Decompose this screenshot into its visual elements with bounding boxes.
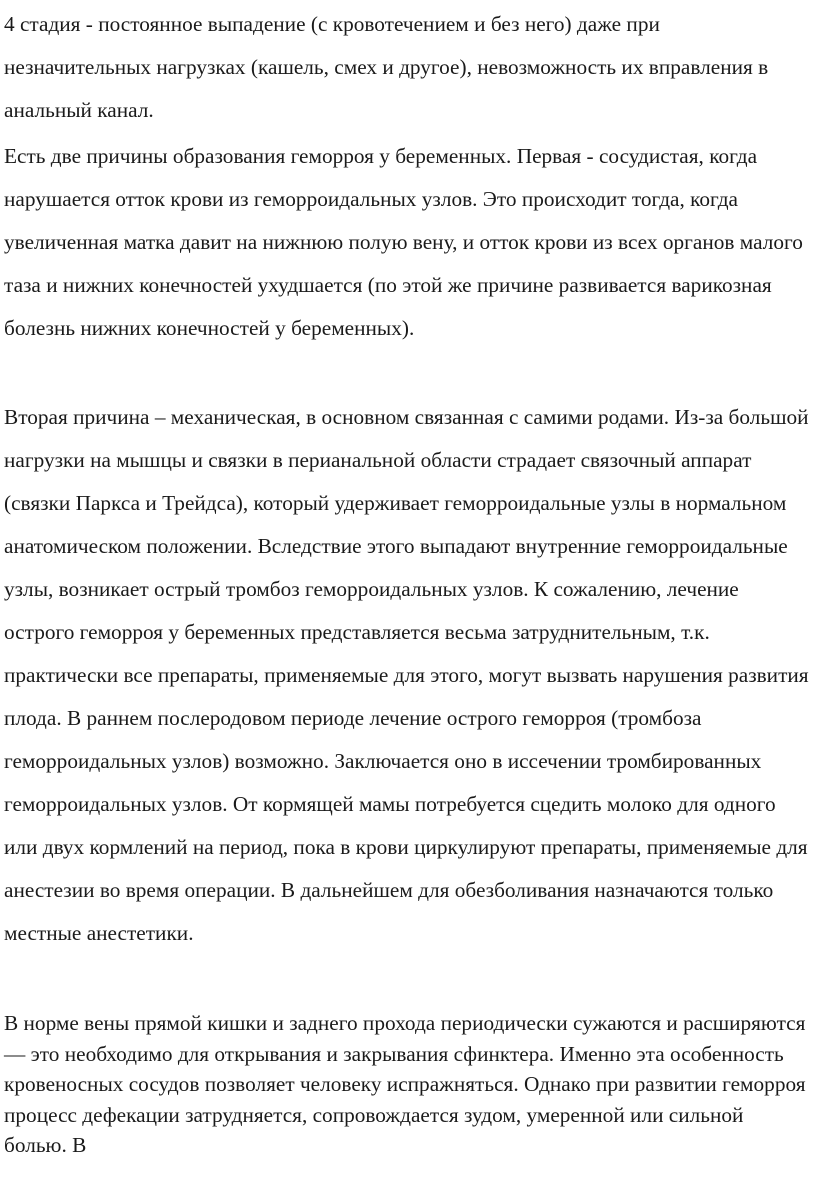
paragraph-causes-vascular: Есть две причины образования геморроя у беременных. Первая - сосудистая, когда нарушается отток крови из геморроидальных узлов. Это происходит тогда, когда увеличенная матка давит на нижнюю полую вену, и отток крови из всех органов малого таза и нижних конечностей ухудшается (по этой же причине развивается варикозная болезнь нижних конечностей у беременных). <box>4 144 803 340</box>
paragraph-normal-veins: В норме вены прямой кишки и заднего прохода периодически сужаются и расширяются — это необходимо для открывания и закрывания сфинктера. Именно эта особенность кровеносных сосудов позволяет человеку испражняться. Однако при развитии геморроя процесс дефекации затрудняется, сопровождается зудом, умеренной или сильной болью. В <box>4 1011 806 1157</box>
paragraph-causes-mechanical: Вторая причина – механическая, в основном связанная с самими родами. Из-за большой нагрузки на мышцы и связки в перианальной области страдает связочный аппарат (связки Паркса и Трейдса), который удерживает геморроидальные узлы в нормальном анатомическом положении. Вследствие этого выпадают внутренние геморроидальные узлы, возникает острый тромбоз геморроидальных узлов. К сожалению, лечение острого геморроя у беременных представляется весьма затруднительным, т.к. практически все препараты, применяемые для этого, могут вызвать нарушения развития плода. В раннем послеродовом периоде лечение острого геморроя (тромбоза геморроидальных узлов) возможно. Заключается оно в иссечении тромбированных геморроидальных узлов. От кормящей мамы потребуется сцедить молоко для одного или двух кормлений на период, пока в крови циркулируют препараты, применяемые для анестезии во время операции. В дальнейшем для обезболивания назначаются только местные анестетики. <box>4 405 809 945</box>
paragraph-stage-4: 4 стадия - постоянное выпадение (с кровотечением и без него) даже при незначительных нагрузках (кашель, смех и другое), невозможность их вправления в анальный канал. <box>4 12 769 122</box>
